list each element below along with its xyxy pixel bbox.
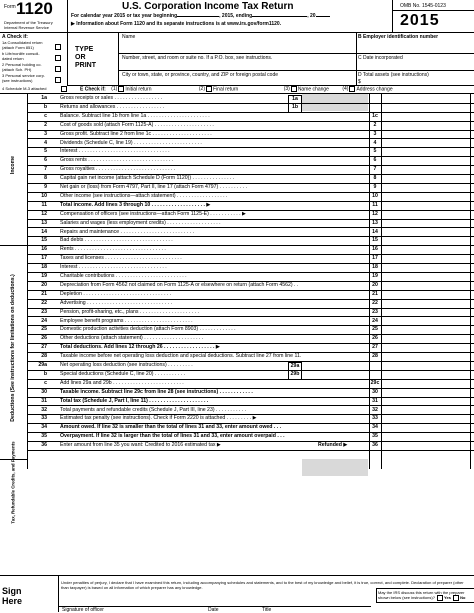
line-description: Salaries and wages (less employment credits) . . . . . . . . . . . . . . . . . . . [60, 219, 221, 226]
amount-field[interactable] [382, 156, 470, 165]
right-column-label: 28 [372, 353, 378, 360]
checkbox-2[interactable] [55, 66, 61, 72]
e-check-row: E Check if: (1) Initial return (2) Final return (3) Name change (4) Address change [80, 86, 393, 93]
line-number: c [44, 379, 47, 386]
line-number: 24 [41, 317, 47, 324]
right-column-label: 17 [372, 255, 378, 262]
tax-year: 2015 [400, 12, 440, 29]
line-description: Other deductions (attach statement) . . . . . . . . . . . . . . . . . . . . . [60, 335, 204, 342]
line-29a-row [0, 361, 474, 370]
line-description: Balance. Subtract line 1b from line 1a . . . . . . . . . . . . . . . . . . . . . . [60, 112, 210, 119]
line-description: Bad debts . . . . . . . . . . . . . . . . . . . . . . . . . . . . . . . [60, 237, 173, 244]
line-number: 17 [41, 255, 47, 262]
amount-field[interactable] [382, 219, 470, 228]
line-description: Charitable contributions . . . . . . . . . . . . . . . . . . . . . . . . . [60, 273, 187, 279]
line-35-row [0, 432, 474, 441]
right-column-label: 14 [372, 228, 378, 235]
line-number: 9 [44, 184, 47, 190]
line-description: Interest . . . . . . . . . . . . . . . . . . . . . . . . . . . . . . . [60, 264, 167, 271]
line-11-row [0, 201, 474, 210]
line-number: 30 [41, 388, 47, 395]
line-description: Repairs and maintenance . . . . . . . . . . . . . . . . . . . . . . . . . . [60, 228, 195, 235]
line-6-row [0, 156, 474, 165]
line-1a-row [0, 94, 474, 103]
amount-field[interactable] [382, 254, 470, 263]
line-7-row [0, 165, 474, 174]
checkbox-3[interactable] [55, 77, 61, 83]
amount-field[interactable] [382, 174, 470, 183]
line-number: 25 [41, 326, 47, 333]
line-17-row [0, 254, 474, 263]
right-column-label: 7 [373, 166, 377, 173]
right-column-label: 25 [372, 326, 378, 333]
amount-field[interactable] [382, 192, 470, 201]
check-title: A Check if: [2, 34, 28, 40]
amount-field[interactable] [382, 245, 470, 254]
line-36-row [0, 441, 474, 450]
right-column-label: 13 [372, 219, 378, 226]
form-title: U.S. Corporation Income Tax Return [122, 1, 294, 12]
income-section-label: Income [10, 155, 16, 175]
line-description: Domestic production activities deduction (attach Form 8903) . . . . . . . . . . . . . [60, 326, 236, 333]
line-15-row [0, 236, 474, 245]
amount-field[interactable] [382, 121, 470, 130]
refunded-label: Refunded ▶ [318, 442, 348, 449]
line-description: Net gain or (loss) from Form 4797, Part II, line 17 (attach Form 4797) . . . . . . . . . . [60, 184, 248, 190]
line-description: Net operating loss deduction (see instructions) . . . . . . . . . [60, 362, 193, 368]
line-description: Gross rents . . . . . . . . . . . . . . . . . . . . . . . . . . . . . . [60, 157, 174, 164]
line-number: 7 [44, 166, 47, 173]
omb-number: OMB No. 1545-0123 [400, 3, 446, 9]
amount-field[interactable] [382, 236, 470, 245]
line-description: Advertising . . . . . . . . . . . . . . . . . . . . . . . . . . . . . . [60, 299, 173, 306]
amount-field[interactable] [382, 414, 470, 423]
line-number: 14 [41, 228, 47, 235]
mid-column-label: 29b [288, 370, 302, 380]
line-number: 19 [41, 273, 47, 279]
line-number: 21 [41, 290, 47, 297]
discuss-yes-checkbox[interactable] [437, 595, 443, 601]
penalty-text: Under penalties of perjury, I declare that I have examined this return, including accompanying schedules and statements, and to the best of my knowledge and belief, it is true, correct, and complete. Declaration of preparer (other than taxpayer) is based on all information of which preparer has any knowledge. [61, 580, 464, 590]
name-field-label: Name [122, 34, 136, 40]
deductions-section-label: Deductions (See instructions for limitations on deductions.) [10, 274, 16, 422]
line-number: 34 [41, 424, 47, 431]
line-34-row [0, 423, 474, 432]
right-column-label: 33 [372, 415, 378, 422]
right-column-label: 2 [373, 121, 377, 128]
amount-field[interactable] [382, 317, 470, 326]
line-number: 29a [38, 362, 47, 368]
right-column-label: 3 [373, 130, 377, 137]
line-30-row [0, 388, 474, 397]
line-description: Taxes and licenses . . . . . . . . . . . . . . . . . . . . . . . . . . . [60, 255, 182, 262]
officer-title-label: Title [262, 607, 272, 613]
check-4: 4 Schedule M-3 attached [2, 86, 47, 91]
amount-field[interactable] [382, 397, 470, 406]
line-20-row [0, 281, 474, 290]
line-description: Total tax (Schedule J, Part I, line 11) . . . . . . . . . . . . . . . . . . . . . [60, 397, 209, 404]
amount-field[interactable] [382, 147, 470, 156]
line-number: 13 [41, 219, 47, 226]
right-column-label: 21 [372, 290, 378, 297]
line-19-row [0, 272, 474, 281]
right-column-label: 34 [372, 424, 378, 431]
line-description: Depreciation from Form 4562 not claimed on Form 1125-A or elsewhere on return (attach Form 4562) . . [60, 281, 299, 288]
right-column-label: 27 [372, 344, 378, 351]
ein-field[interactable] [358, 41, 472, 51]
line-number: 20 [41, 281, 47, 288]
amount-field[interactable] [382, 130, 470, 139]
initial-return-checkbox[interactable] [118, 86, 124, 92]
amount-field[interactable] [382, 201, 470, 210]
amount-field[interactable] [382, 343, 470, 352]
line-description: Gross receipts or sales . . . . . . . . . . . . . . . . . [60, 95, 163, 101]
row-divider [27, 450, 474, 451]
line-description: Total deductions. Add lines 12 through 26 . . . . . . . . . . . . . . . . . . ▶ [60, 344, 220, 351]
right-column-label: 15 [372, 237, 378, 244]
right-column-label: 11 [372, 201, 378, 208]
amount-field[interactable] [382, 308, 470, 317]
right-column-label: 16 [372, 246, 378, 253]
line-number: 12 [41, 210, 47, 217]
line-number: 16 [41, 246, 47, 253]
line-description: Taxable income before net operating loss deduction and special deductions. Subtract line 27 from line 11. [60, 353, 302, 360]
line-number: 3 [44, 130, 47, 137]
line-description: Gross royalties . . . . . . . . . . . . . . . . . . . . . . . . . . . . [60, 166, 176, 173]
right-column-label: 23 [372, 308, 378, 315]
line-16-row [0, 245, 474, 254]
tax-section-label: Tax, Refundable Credits, and Payments [10, 441, 16, 524]
checkbox-1a[interactable] [55, 44, 61, 50]
form-label: Form [4, 4, 16, 10]
line-number: 15 [41, 237, 47, 244]
final-return-checkbox[interactable] [206, 86, 212, 92]
amount-field[interactable] [382, 406, 470, 415]
ein-label: B Employer identification number [358, 34, 439, 40]
checkbox-4[interactable] [61, 86, 67, 92]
total-assets-field[interactable] [364, 78, 472, 85]
line-number: 18 [41, 264, 47, 271]
right-column-label: 10 [372, 192, 378, 199]
right-column-label: 6 [373, 157, 377, 164]
line-9-row [0, 183, 474, 192]
dept-line-1: Department of the Treasury [4, 20, 53, 25]
amount-field[interactable] [382, 165, 470, 174]
amount-field[interactable] [382, 139, 470, 148]
line-number: 22 [41, 299, 47, 306]
sign-here-label: Sign Here [2, 586, 23, 606]
line-description: Overpayment. If line 32 is larger than the total of lines 31 and 33, enter amount overpaid . . . [60, 433, 285, 440]
discuss-no-checkbox[interactable] [453, 595, 459, 601]
form-number: 1120 [16, 0, 53, 18]
line-number: 35 [41, 433, 47, 440]
line-number: 4 [44, 139, 47, 146]
amount-field[interactable] [382, 290, 470, 299]
check-1b: b Life/nonlife consoli- dated return [2, 51, 40, 61]
line-24-row [0, 317, 474, 326]
street-field-label: Number, street, and room or suite no. If a P.O. box, see instructions. [122, 55, 273, 61]
line-description: Other income (see instructions—attach statement) . . . . . . . . . . . . . . . . . . [60, 192, 228, 199]
line-32-row [0, 406, 474, 415]
right-column-label: 4 [373, 139, 377, 146]
line-b-row [0, 103, 474, 112]
right-column-label: 19 [372, 273, 378, 279]
line-description: Enter amount from line 35 you want: Credited to 2016 estimated tax ▶ [60, 442, 221, 449]
line-26-row [0, 334, 474, 343]
check-3: 3 Personal service corp. (see instructions) [2, 73, 45, 83]
city-field-label: City or town, state, or province, country, and ZIP or foreign postal code [122, 72, 279, 78]
amount-field[interactable] [382, 441, 470, 450]
amount-field[interactable] [382, 334, 470, 343]
line-21-row [0, 290, 474, 299]
line-number: 6 [44, 157, 47, 164]
check-1a: 1a Consolidated return (attach Form 851) [2, 40, 43, 50]
line-number: 31 [41, 397, 47, 404]
right-column-label: 26 [372, 335, 378, 342]
line-28-row [0, 352, 474, 361]
total-assets-label: D Total assets (see instructions) [358, 72, 429, 78]
line-14-row [0, 228, 474, 237]
amount-field[interactable] [382, 388, 470, 397]
line-number: 36 [41, 442, 47, 449]
line-2-row [0, 121, 474, 130]
amount-field[interactable] [382, 423, 470, 432]
mid-column-label: 1b [288, 103, 302, 113]
line-number: 1a [41, 95, 47, 101]
line-description: Total income. Add lines 3 through 10 . . . . . . . . . . . . . . . . . . . ▶ [60, 201, 211, 208]
name-field[interactable] [122, 41, 354, 49]
line-description: Special deductions (Schedule C, line 20) . . . . . . . . . . . [60, 370, 186, 377]
line-b-row [0, 370, 474, 379]
mid-column-label: 29a [288, 362, 302, 372]
line-number: 8 [44, 175, 47, 182]
line-8-row [0, 174, 474, 183]
amount-field[interactable] [382, 325, 470, 334]
right-column-label: 22 [372, 299, 378, 306]
line-number: 10 [41, 192, 47, 199]
line-description: Compensation of officers (see instructions—attach Form 1125-E) . . . . . . . . . . . ▶ [60, 210, 247, 217]
officer-signature-label: Signature of officer [62, 607, 104, 613]
amount-field[interactable] [382, 432, 470, 441]
line-number: b [43, 370, 47, 377]
irs-discuss-box: May the IRS discuss this return with the preparer shown below (see instructions)? Yes No [376, 588, 474, 603]
sign-date-label: Date [208, 607, 219, 613]
right-column-label: 29c [370, 379, 380, 386]
line-number: b [43, 103, 47, 110]
line-number: 32 [41, 406, 47, 413]
right-column-label: 5 [373, 148, 377, 155]
amount-field[interactable] [382, 112, 470, 121]
right-column-label: 1c [372, 112, 378, 119]
street-field[interactable] [122, 61, 354, 69]
line-5-row [0, 147, 474, 156]
line-number: 33 [41, 415, 47, 422]
check-2: 2 Personal holding co. (attach Sch. PH) [2, 62, 42, 72]
dept-line-2: Internal Revenue Service [4, 25, 49, 30]
city-field[interactable] [122, 78, 354, 85]
line-number: 5 [44, 148, 47, 155]
line-3-row [0, 130, 474, 139]
line-12-row [0, 210, 474, 219]
mid-column-label: 1a [288, 95, 302, 105]
line-number: c [44, 112, 47, 119]
line-23-row [0, 308, 474, 317]
line-31-row [0, 397, 474, 406]
dollar-sign: $ [358, 79, 361, 85]
line-number: 11 [41, 201, 47, 208]
line-33-row [0, 414, 474, 423]
amount-field[interactable] [382, 263, 470, 272]
right-column-label: 24 [372, 317, 378, 324]
right-column-label: 35 [372, 433, 378, 440]
line-number: 2 [44, 121, 47, 128]
right-column-label: 32 [372, 406, 378, 413]
line-description: Taxable income. Subtract line 29c from line 28 (see instructions) . . . . . . . . . . . . [60, 388, 253, 395]
right-column-label: 12 [372, 210, 378, 217]
line-number: 27 [41, 344, 47, 351]
line-description: Dividends (Schedule C, line 19) . . . . . . . . . . . . . . . . . . . . . . . . [60, 139, 202, 146]
line-13-row [0, 219, 474, 228]
line-description: Estimated tax penalty (see instructions). Check if Form 2220 is attached . . . . . . . . . ▶ [60, 415, 257, 422]
amount-field[interactable] [382, 281, 470, 290]
amount-field[interactable] [382, 272, 470, 281]
right-column-label: 20 [372, 281, 378, 288]
amount-field[interactable] [382, 183, 470, 192]
line-description: Amount owed. If line 32 is smaller than the total of lines 31 and 33, enter amount owed . . . [60, 424, 282, 431]
line-22-row [0, 299, 474, 308]
right-column-label: 30 [372, 388, 378, 395]
amount-field[interactable] [382, 352, 470, 361]
amount-field[interactable] [382, 299, 470, 308]
line-description: Total payments and refundable credits (Schedule J, Part III, line 23) . . . . . . . . . . . [60, 406, 247, 413]
date-inc-field[interactable] [358, 61, 472, 69]
right-column-label: 8 [373, 175, 377, 182]
name-change-checkbox[interactable] [291, 86, 297, 92]
line-description: Employee benefit programs . . . . . . . . . . . . . . . . . . . . . . . . [60, 317, 193, 324]
line-27-row [0, 343, 474, 352]
right-column-label: 9 [373, 184, 377, 190]
right-column-label: 31 [372, 397, 378, 404]
line-description: Cost of goods sold (attach Form 1125-A) . . . . . . . . . . . . . . . . . . . . . [60, 121, 214, 128]
line-description: Capital gain net income (attach Schedule D (Form 1120)) . . . . . . . . . . . . . . . [60, 175, 235, 182]
line-10-row [0, 192, 474, 201]
amount-field[interactable] [382, 379, 470, 388]
date-inc-label: C Date incorporated [358, 55, 403, 61]
line-4-row [0, 139, 474, 148]
line-number: 26 [41, 335, 47, 342]
amount-field[interactable] [382, 228, 470, 237]
address-change-checkbox[interactable] [349, 86, 355, 92]
line-number: 28 [41, 353, 47, 360]
checkbox-1b[interactable] [55, 55, 61, 61]
line-description: Add lines 29a and 29b . . . . . . . . . . . . . . . . . . . . . . . . . [60, 379, 184, 386]
line-c-row [0, 112, 474, 121]
line-description: Gross profit. Subtract line 2 from line 1c . . . . . . . . . . . . . . . . . . . . . [60, 130, 212, 137]
amount-field[interactable] [382, 210, 470, 219]
line-description: Returns and allowances . . . . . . . . . . . . . . . . . [60, 103, 165, 110]
line-description: Rents . . . . . . . . . . . . . . . . . . . . . . . . . . . . . . . . [60, 246, 166, 253]
line-description: Interest . . . . . . . . . . . . . . . . . . . . . . . . . . . . . . . . [60, 148, 170, 155]
type-or-print: TYPE OR PRINT [75, 46, 96, 69]
info-line: ▶ Information about Form 1120 and its separate instructions is at www.irs.gov/form1120. [71, 21, 282, 27]
line-18-row [0, 263, 474, 272]
line-description: Pension, profit-sharing, etc., plans . . . . . . . . . . . . . . . . . . . . . [60, 308, 199, 315]
line-25-row [0, 325, 474, 334]
line-description: Depletion . . . . . . . . . . . . . . . . . . . . . . . . . . . . . . . [60, 290, 172, 297]
line-c-row [0, 379, 474, 388]
right-column-label: 18 [372, 264, 378, 271]
tax-year-line: For calendar year 2015 or tax year beginning , 2015, ending , 20 [71, 13, 330, 19]
line-number: 23 [41, 308, 47, 315]
officer-signature-field[interactable] [62, 596, 202, 605]
right-column-label: 36 [372, 442, 378, 449]
